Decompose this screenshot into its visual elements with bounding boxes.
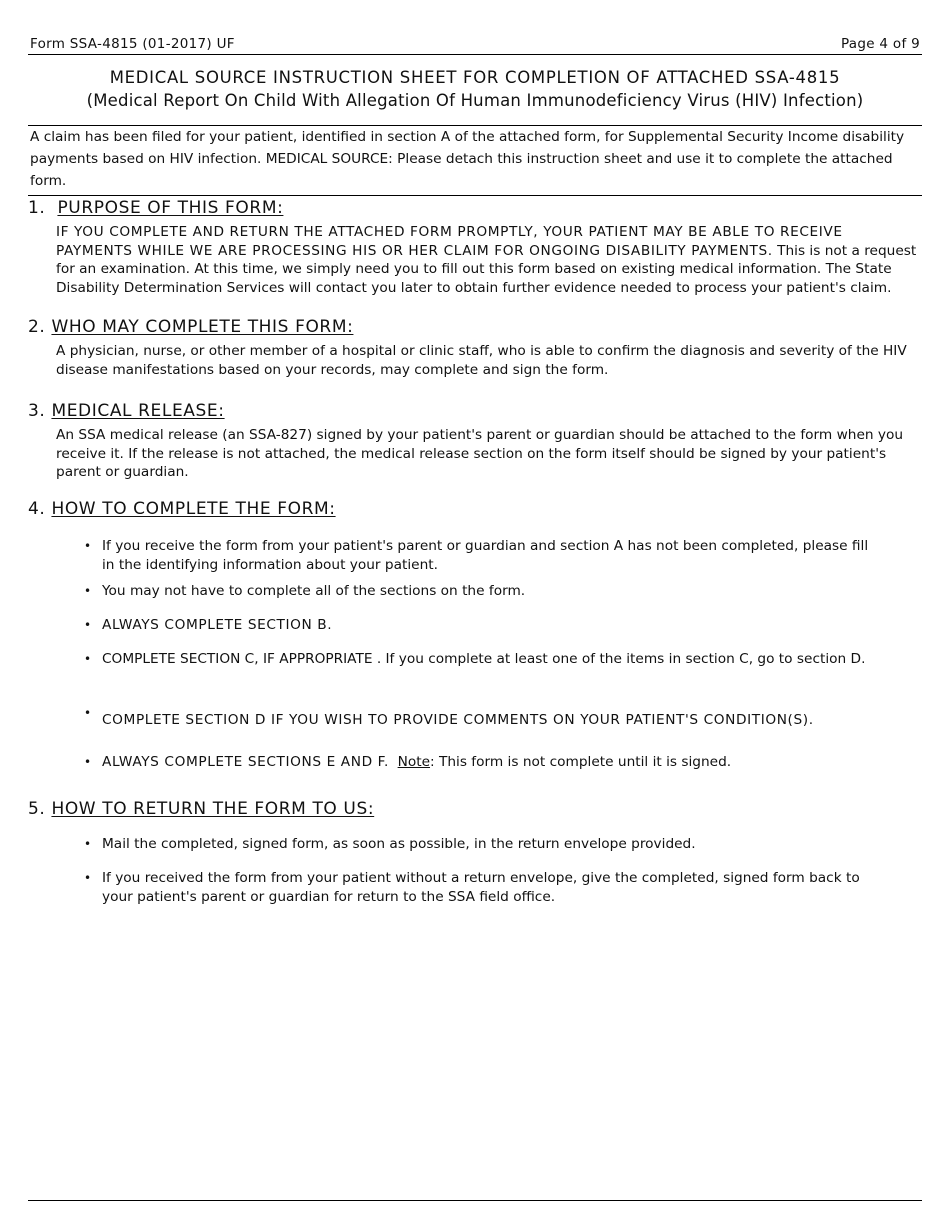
section-number: 5. bbox=[28, 799, 46, 819]
section-heading-release bbox=[28, 401, 225, 421]
list-item bbox=[84, 835, 884, 854]
list-item-text: ALWAYS COMPLETE SECTION B. bbox=[102, 617, 333, 633]
bullet-glyph: • bbox=[84, 755, 92, 769]
purpose-text: This is not a request for an examination. At this time, we simply need you to fill out this form based on existing medical information. The State Disability Determination Services will contact you later to obtain further evidence needed to process your patient's claim. bbox=[56, 242, 917, 296]
section-number: 2. bbox=[28, 317, 46, 337]
section-heading-return bbox=[28, 799, 374, 819]
sections-e-f-text: ALWAYS COMPLETE SECTIONS E AND F. bbox=[102, 754, 389, 770]
list-item-text: COMPLETE SECTION D IF YOU WISH TO PROVIDE COMMENTS ON YOUR PATIENT'S CONDITION(S). bbox=[102, 712, 814, 728]
bullet-glyph: • bbox=[84, 618, 92, 632]
note-text: : This form is not complete until it is signed. bbox=[430, 754, 732, 770]
section-heading-who bbox=[28, 317, 353, 337]
list-item bbox=[84, 704, 884, 730]
section-label: MEDICAL RELEASE: bbox=[51, 401, 225, 421]
section-label: HOW TO COMPLETE THE FORM: bbox=[51, 499, 336, 519]
section-body-purpose bbox=[56, 223, 922, 297]
section-body-release: An SSA medical release (an SSA-827) signed by your patient's parent or guardian should be attached to the form when you receive it. If the release is not attached, the medical release section on the form itself should be signed by your patient's parent or guardian. bbox=[56, 427, 904, 480]
section-number: 1. bbox=[28, 198, 46, 218]
bullet-glyph: • bbox=[84, 871, 92, 885]
bullet-glyph: • bbox=[84, 837, 92, 851]
list-item-text: COMPLETE SECTION C, IF APPROPRIATE . If you complete at least one of the items in section C, go to section D. bbox=[102, 651, 866, 667]
bullet-glyph: • bbox=[84, 584, 92, 598]
list-item bbox=[84, 869, 884, 907]
title-line-2: (Medical Report On Child With Allegation Of Human Immunodeficiency Virus (HIV) Infection) bbox=[86, 91, 864, 110]
bullet-glyph: • bbox=[84, 652, 92, 666]
list-item-text: Mail the completed, signed form, as soon as possible, in the return envelope provided. bbox=[102, 836, 696, 852]
form-page bbox=[28, 0, 922, 1230]
page-title bbox=[28, 66, 922, 112]
section-number: 4. bbox=[28, 499, 46, 519]
list-item-text bbox=[84, 753, 884, 772]
divider bbox=[28, 195, 922, 196]
note-label: Note bbox=[397, 754, 431, 770]
section-label: WHO MAY COMPLETE THIS FORM: bbox=[51, 317, 354, 337]
section-heading-purpose bbox=[28, 198, 283, 218]
list-item bbox=[84, 753, 884, 772]
list-item-text: If you received the form from your patient without a return envelope, give the completed, signed form back to your patient's parent or guardian for return to the SSA field office. bbox=[102, 870, 860, 905]
form-id: Form SSA-4815 (01-2017) UF bbox=[30, 36, 235, 52]
bullet-glyph: • bbox=[84, 706, 92, 720]
section-label: HOW TO RETURN THE FORM TO US: bbox=[51, 799, 375, 819]
list-item bbox=[84, 537, 884, 575]
footer-divider bbox=[28, 1200, 922, 1201]
section-number: 3. bbox=[28, 401, 46, 421]
list-item bbox=[84, 582, 884, 601]
list-item-text: You may not have to complete all of the sections on the form. bbox=[102, 583, 526, 599]
page-number: Page 4 of 9 bbox=[840, 36, 920, 52]
list-item bbox=[84, 650, 884, 669]
section-body-who: A physician, nurse, or other member of a hospital or clinic staff, who is able to confirm the diagnosis and severity of the HIV disease manifestations based on your records, may complete and sign the form. bbox=[56, 343, 907, 378]
list-item bbox=[84, 616, 884, 635]
bullet-glyph: • bbox=[84, 539, 92, 553]
list-item-text: If you receive the form from your patient's parent or guardian and section A has not been completed, please fill in the identifying information about your patient. bbox=[102, 538, 869, 573]
title-line-1: MEDICAL SOURCE INSTRUCTION SHEET FOR COMPLETION OF ATTACHED SSA-4815 bbox=[109, 68, 841, 87]
purpose-emphasis: IF YOU COMPLETE AND RETURN THE ATTACHED FORM PROMPTLY, YOUR PATIENT MAY BE ABLE TO RECEIVE PAYMENTS WHILE WE ARE PROCESSING HIS OR HER CLAIM FOR ONGOING DISABILITY PAYMENTS. bbox=[56, 224, 843, 259]
section-label: PURPOSE OF THIS FORM: bbox=[57, 198, 284, 218]
section-heading-complete bbox=[28, 499, 336, 519]
form-header bbox=[28, 36, 922, 55]
intro-paragraph: A claim has been filed for your patient, identified in section A of the attached form, for Supplemental Security Income disability payments based on HIV infection. MEDICAL SOURCE: Please detach this instruction sheet and use it to complete the attached form. bbox=[30, 129, 905, 189]
